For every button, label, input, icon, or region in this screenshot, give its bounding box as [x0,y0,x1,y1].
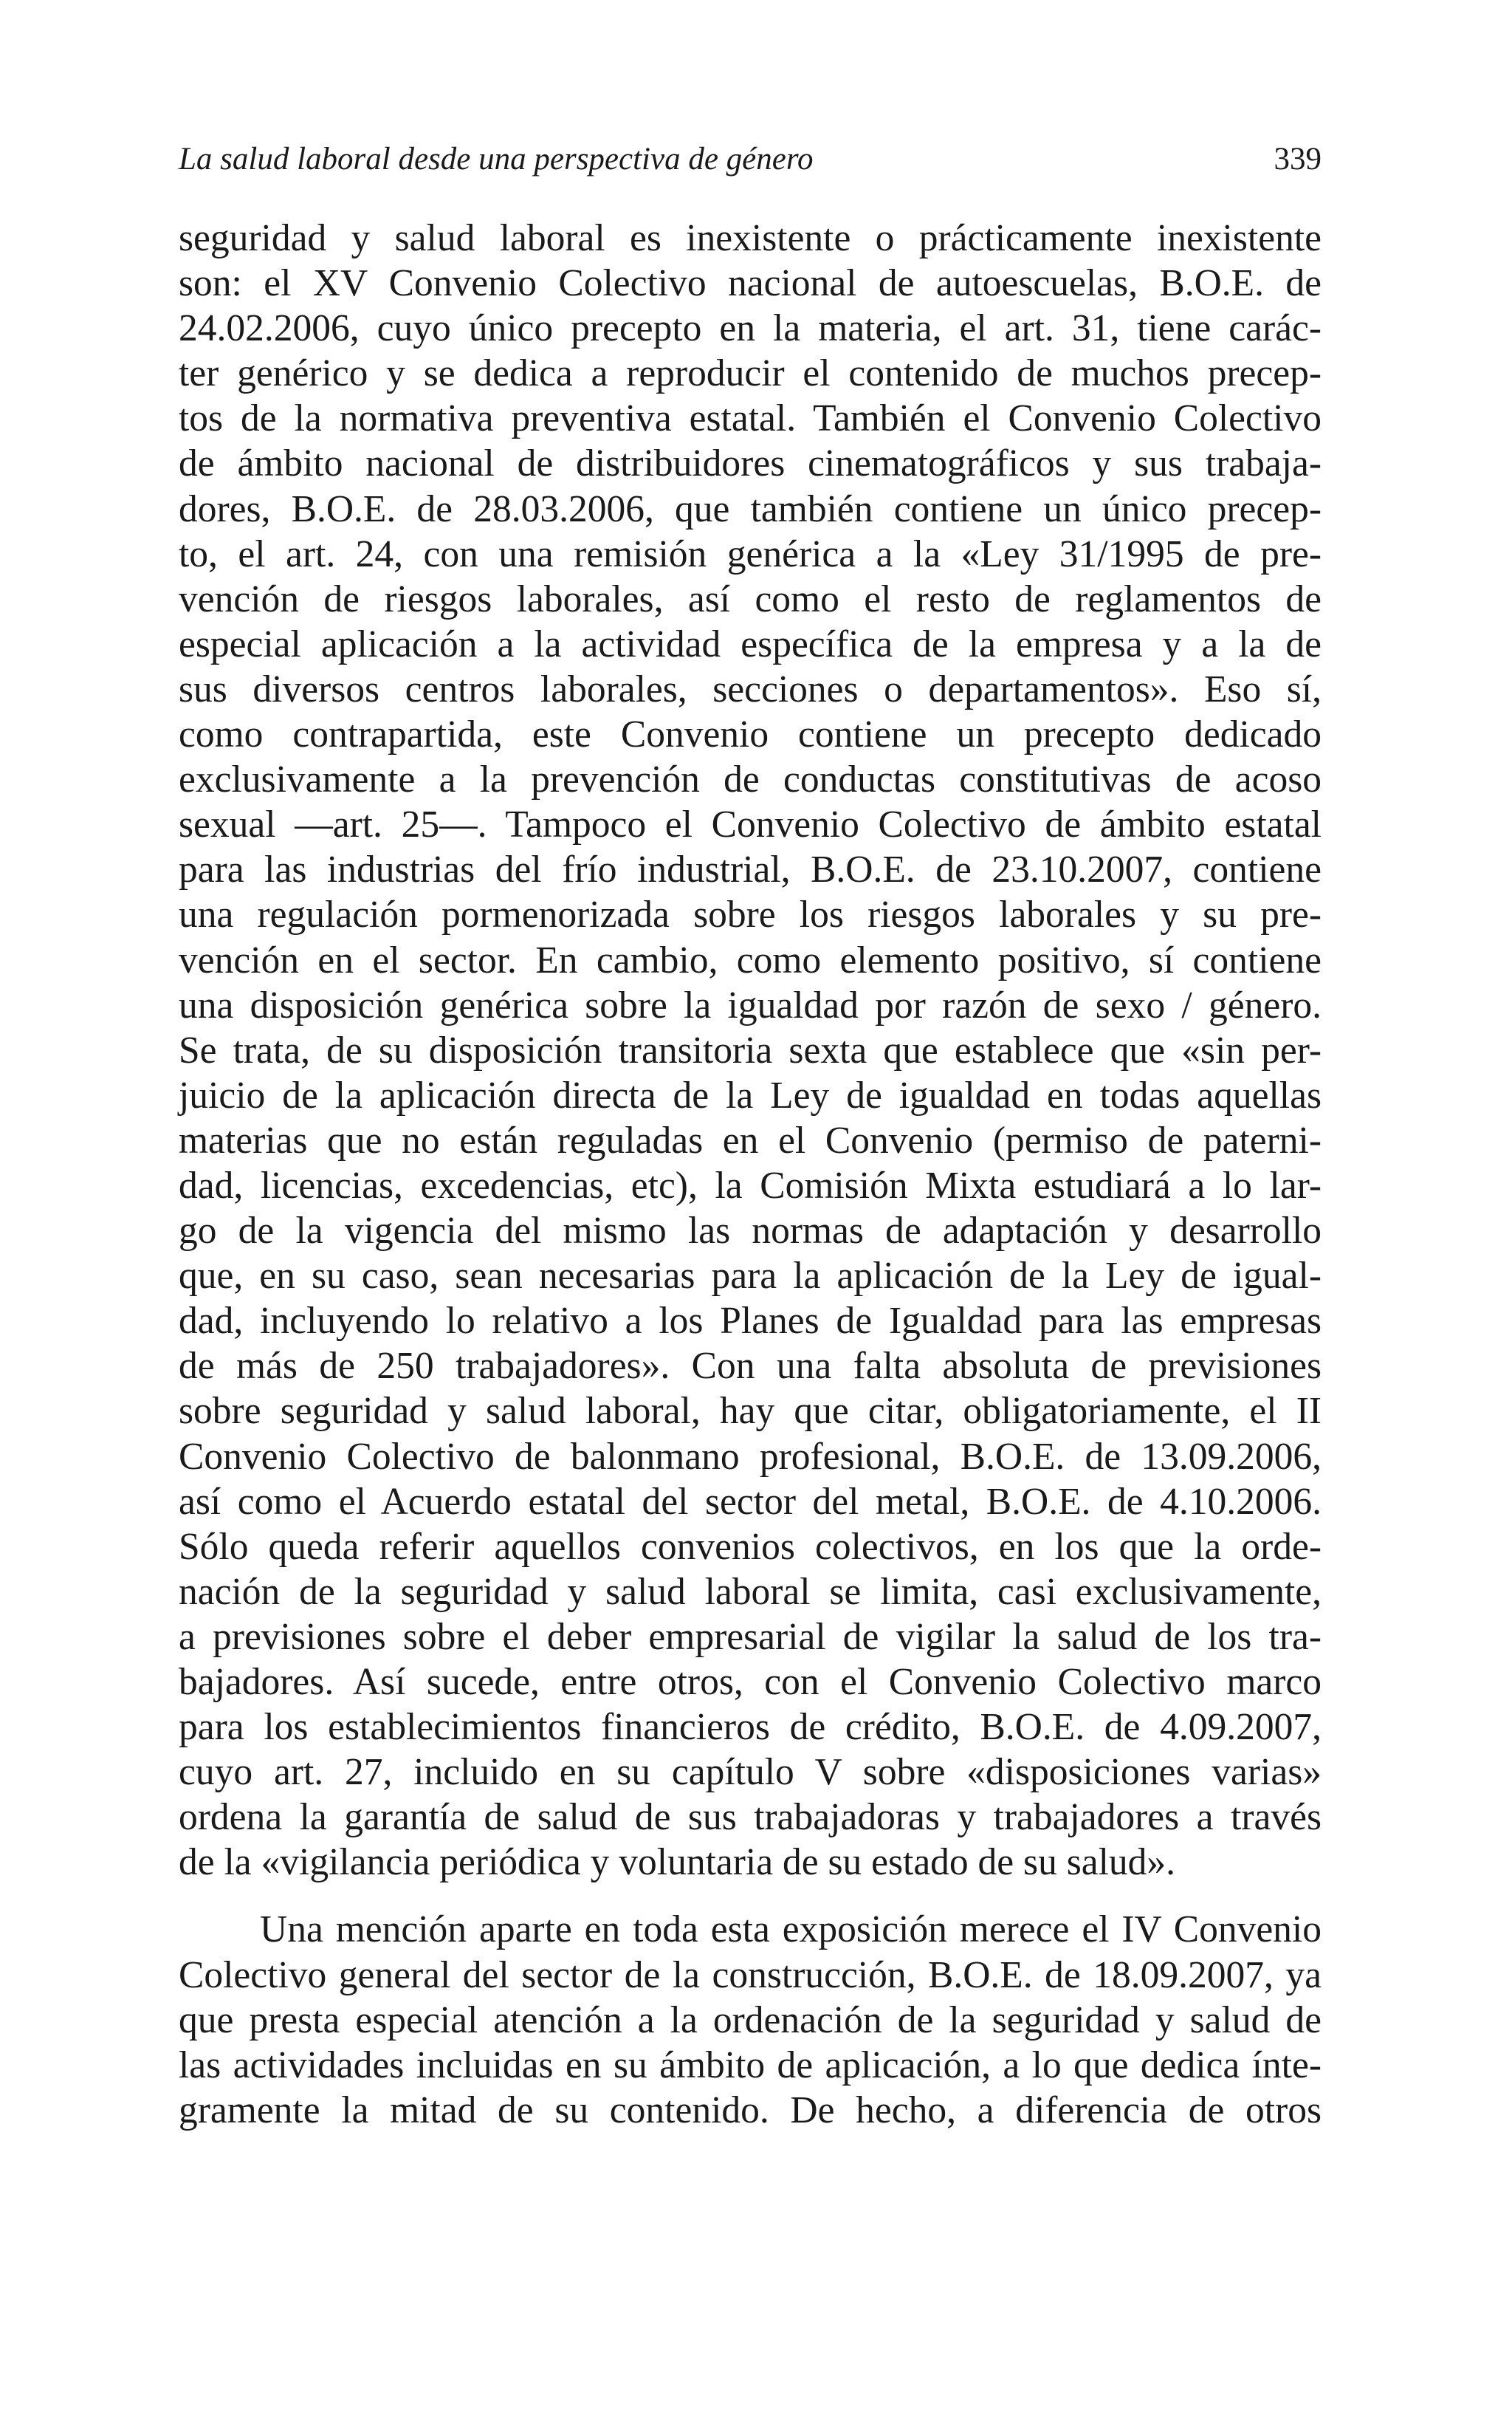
text-line: como contrapartida, este Convenio contiene un precepto dedicado [179,713,1322,756]
text-line: tos de la normativa preventiva estatal. También el Convenio Colectivo [179,397,1322,440]
text-line: Colectivo general del sector de la construcción, B.O.E. de 18.09.2007, ya [179,1953,1322,1996]
text-line: de más de 250 trabajadores». Con una falta absoluta de previsiones [179,1345,1322,1388]
text-line: bajadores. Así sucede, entre otros, con el Convenio Colectivo marco [179,1661,1322,1703]
text-line: especial aplicación a la actividad específica de la empresa y a la de [179,623,1322,665]
text-line: Sólo queda referir aquellos convenios colectivos, en los que la orde- [179,1525,1322,1568]
page-number: 339 [1274,142,1322,177]
text-line: exclusivamente a la prevención de conductas constitutivas de acoso [179,758,1322,801]
text-line: así como el Acuerdo estatal del sector del metal, B.O.E. de 4.10.2006. [179,1480,1322,1523]
text-line: 24.02.2006, cuyo único precepto en la materia, el art. 31, tiene carác- [179,307,1322,350]
text-line: una disposición genérica sobre la igualdad por razón de sexo / género. [179,984,1322,1027]
text-line: ter genérico y se dedica a reproducir el contenido de muchos precep- [179,352,1322,395]
text-line: las actividades incluidas en su ámbito de aplicación, a lo que dedica ínte- [179,2043,1322,2086]
text-line: vención en el sector. En cambio, como elemento positivo, sí contiene [179,939,1322,981]
text-line: Se trata, de su disposición transitoria sexta que establece que «sin per- [179,1029,1322,1072]
body-text [179,216,1322,2133]
text-line: sobre seguridad y salud laboral, hay que citar, obligatoriamente, el II [179,1390,1322,1433]
text-line: nación de la seguridad y salud laboral se limita, casi exclusivamente, [179,1570,1322,1613]
text-line: Una mención aparte en toda esta exposición merece el IV Convenio [260,1908,1322,1951]
paragraph-2 [179,1907,1322,2132]
paragraph-1 [179,216,1322,1885]
text-line: que presta especial atención a la ordenación de la seguridad y salud de [179,1998,1322,2041]
text-line: que, en su caso, sean necesarias para la aplicación de la Ley de igual- [179,1255,1322,1298]
paragraph-gap [179,1885,1322,1907]
text-line: de la «vigilancia periódica y voluntaria de su estado de su salud». [179,1841,1176,1884]
text-line: juicio de la aplicación directa de la Ley de igualdad en todas aquellas [179,1074,1322,1117]
text-line: to, el art. 24, con una remisión genérica a la «Ley 31/1995 de pre- [179,532,1322,575]
text-line: son: el XV Convenio Colectivo nacional de autoescuelas, B.O.E. de [179,262,1322,305]
text-line: Convenio Colectivo de balonmano profesional, B.O.E. de 13.09.2006, [179,1435,1322,1478]
text-line: seguridad y salud laboral es inexistente o prácticamente inexistente [179,217,1322,259]
text-line: cuyo art. 27, incluido en su capítulo V sobre «disposiciones varias» [179,1751,1322,1794]
text-line: a previsiones sobre el deber empresarial de vigilar la salud de los tra- [179,1615,1322,1658]
text-line: de ámbito nacional de distribuidores cinematográficos y sus trabaja- [179,442,1322,485]
text-line: dad, licencias, excedencias, etc), la Comisión Mixta estudiará a lo lar- [179,1164,1322,1207]
text-line: sexual —art. 25—. Tampoco el Convenio Colectivo de ámbito estatal [179,804,1322,846]
text-line: gramente la mitad de su contenido. De hecho, a diferencia de otros [179,2089,1322,2131]
text-line: go de la vigencia del mismo las normas de adaptación y desarrollo [179,1210,1322,1253]
text-line: ordena la garantía de salud de sus trabajadoras y trabajadores a través [179,1796,1322,1839]
running-head [179,137,1322,182]
text-line: para las industrias del frío industrial, B.O.E. de 23.10.2007, contiene [179,849,1322,891]
text-line: materias que no están reguladas en el Convenio (permiso de paterni- [179,1119,1322,1162]
text-line: una regulación pormenorizada sobre los riesgos laborales y su pre- [179,894,1322,936]
text-line: vención de riesgos laborales, así como el resto de reglamentos de [179,578,1322,620]
running-title: La salud laboral desde una perspectiva de género [179,142,814,177]
text-line: dad, incluyendo lo relativo a los Planes de Igualdad para las empresas [179,1300,1322,1343]
text-line: dores, B.O.E. de 28.03.2006, que también contiene un único precep- [179,487,1322,530]
text-line: sus diversos centros laborales, secciones o departamentos». Eso sí, [179,668,1322,710]
book-page [179,0,1322,2412]
text-line: para los establecimientos financieros de crédito, B.O.E. de 4.09.2007, [179,1706,1322,1749]
